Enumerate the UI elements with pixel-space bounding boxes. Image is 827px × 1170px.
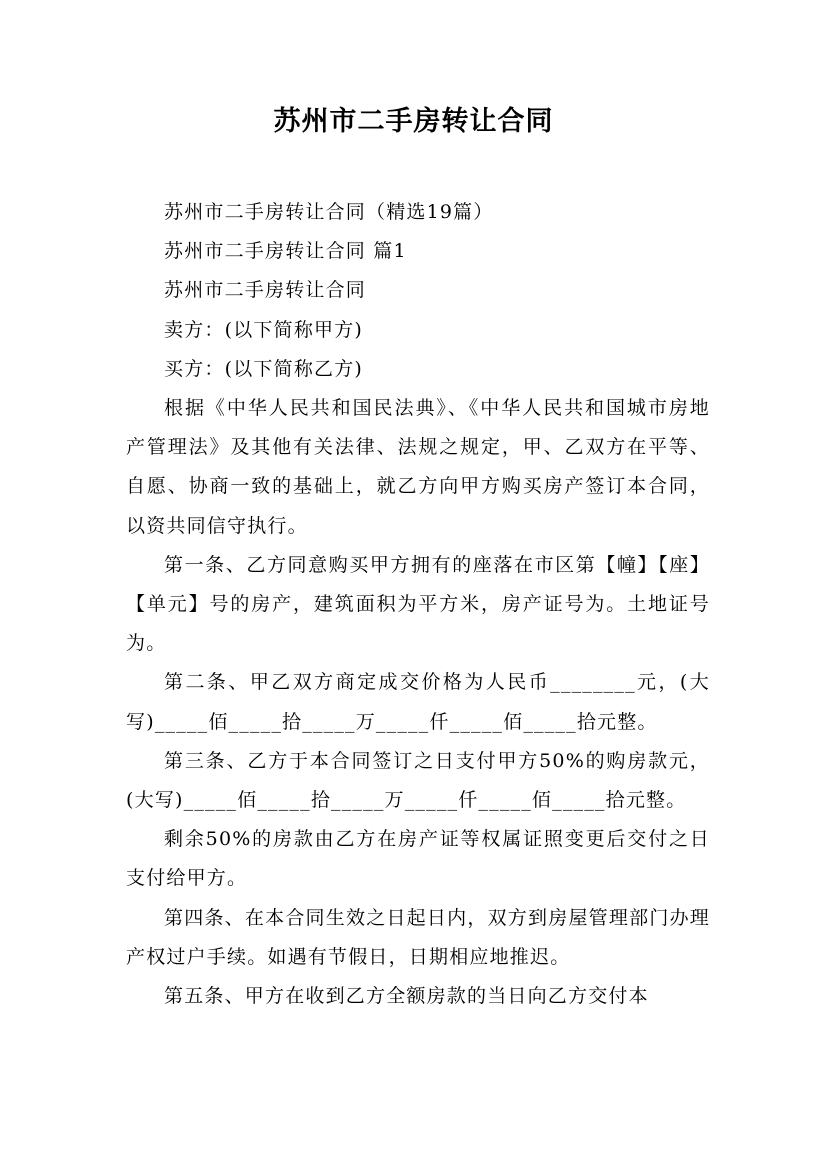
paragraph-article-3: 第三条、乙方于本合同签订之日支付甲方50%的购房款元，(大写)_____佰_____拾_____万_____仟_____佰_____拾元整。	[126, 749, 710, 812]
paragraph-remaining-payment: 剩余50%的房款由乙方在房产证等权属证照变更后交付之日支付给甲方。	[126, 828, 710, 890]
paragraph-seller: 卖方：(以下简称甲方)	[164, 318, 364, 341]
paragraph-contract-name: 苏州市二手房转让合同	[164, 279, 367, 302]
paragraph-article-4: 第四条、在本合同生效之日起日内，双方到房屋管理部门办理产权过户手续。如遇有节假日，日期相应地推迟。	[126, 906, 710, 968]
paragraph-article-2: 第二条、甲乙双方商定成交价格为人民币________元，(大写)_____佰_____拾_____万_____仟_____佰_____拾元整。	[126, 671, 710, 733]
paragraph-article-5: 第五条、甲方在收到乙方全额房款的当日向乙方交付本	[164, 985, 649, 1008]
document-title: 苏州市二手房转让合同	[273, 106, 554, 137]
paragraph-subtitle: 苏州市二手房转让合同（精选19篇）	[164, 201, 494, 223]
paragraph-preamble: 根据《中华人民共和国民法典》、《中华人民共和国城市房地产管理法》及其他有关法律、法规之规定，甲、乙双方在平等、自愿、协商一致的基础上，就乙方向甲方购买房产签订本合同，以资共同信守执行。	[126, 397, 710, 537]
paragraph-article-1: 第一条、乙方同意购买甲方拥有的座落在市区第【幢】【座】【单元】号的房产，建筑面积为平方米，房产证号为。土地证号为。	[126, 553, 710, 655]
paragraph-buyer: 买方：(以下简称乙方)	[164, 357, 364, 380]
document-body	[126, 193, 710, 1016]
paragraph-section-heading: 苏州市二手房转让合同 篇1	[164, 240, 407, 263]
